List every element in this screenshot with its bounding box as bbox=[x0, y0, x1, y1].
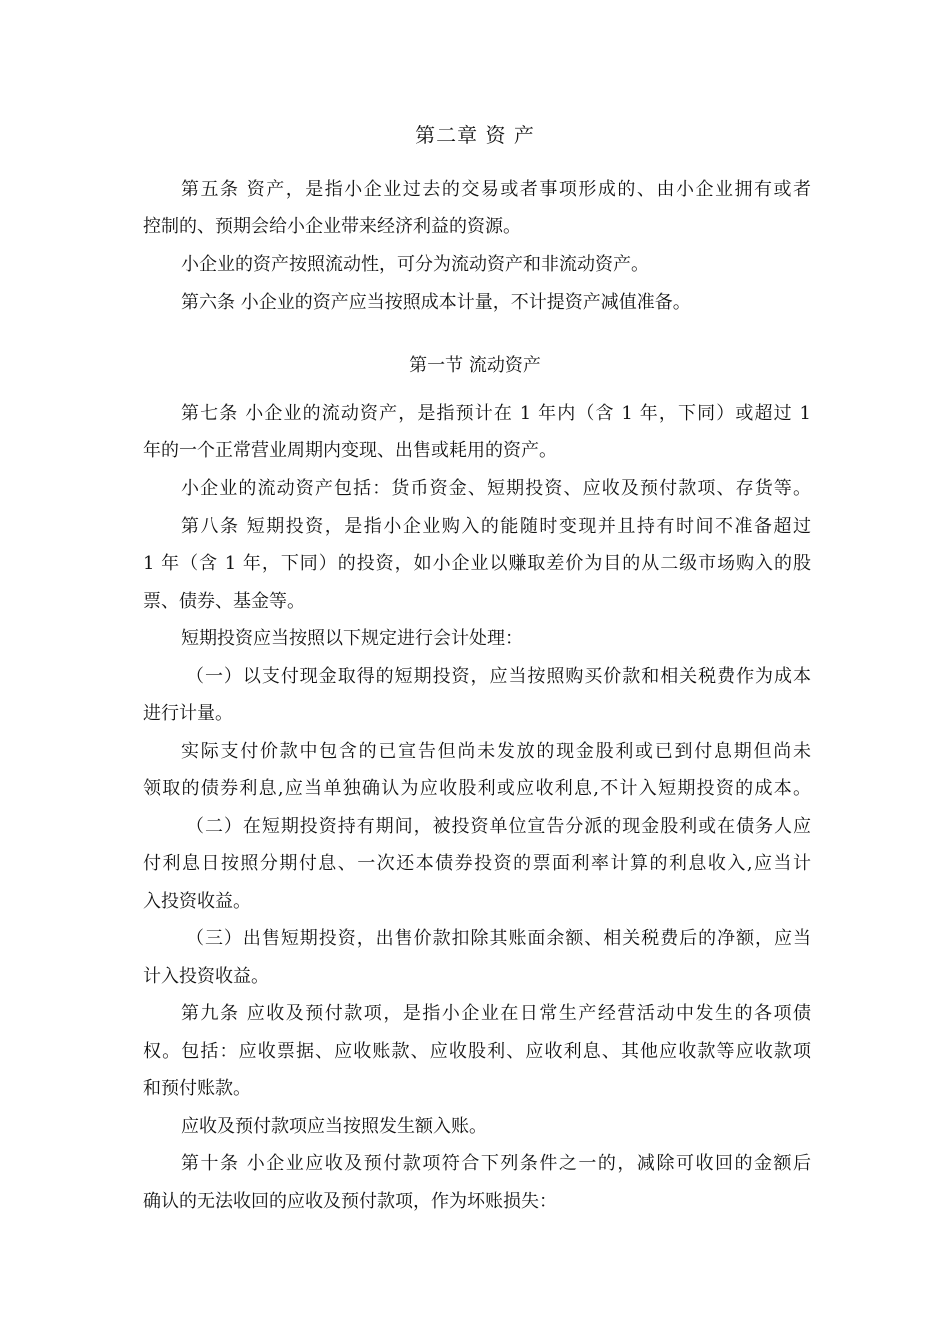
paragraph-line: 小企业的流动资产包括：货币资金、短期投资、应收及预付款项、存货等。 bbox=[181, 478, 811, 499]
paragraph-line: 第九条 应收及预付款项，是指小企业在日常生产经营活动中发生的各项债 bbox=[181, 1003, 811, 1024]
paragraph-line: 实际支付价款中包含的已宣告但尚未发放的现金股利或已到付息期但尚未 bbox=[181, 741, 811, 762]
paragraph-line: （二）在短期投资持有期间，被投资单位宣告分派的现金股利或在债务人应 bbox=[186, 816, 811, 837]
paragraph-line: 第六条 小企业的资产应当按照成本计量，不计提资产减值准备。 bbox=[181, 292, 691, 313]
paragraph-line: 年的一个正常营业周期内变现、出售或耗用的资产。 bbox=[143, 440, 557, 461]
paragraph-line: 短期投资应当按照以下规定进行会计处理： bbox=[181, 628, 523, 649]
section-title: 第一节 流动资产 bbox=[409, 355, 541, 376]
paragraph-line: 第八条 短期投资，是指小企业购入的能随时变现并且持有时间不准备超过 bbox=[181, 516, 811, 537]
paragraph-line: 第五条 资产，是指小企业过去的交易或者事项形成的、由小企业拥有或者 bbox=[181, 179, 811, 200]
paragraph-line: 计入投资收益。 bbox=[143, 966, 269, 987]
paragraph-line: （一）以支付现金取得的短期投资，应当按照购买价款和相关税费作为成本 bbox=[186, 666, 811, 687]
paragraph-line: （三）出售短期投资，出售价款扣除其账面余额、相关税费后的净额，应当 bbox=[186, 928, 811, 949]
paragraph-line: 第七条 小企业的流动资产，是指预计在 1 年内（含 1 年，下同）或超过 1 bbox=[181, 403, 811, 424]
paragraph-line: 票、债券、基金等。 bbox=[143, 591, 305, 612]
paragraph-line: 小企业的资产按照流动性，可分为流动资产和非流动资产。 bbox=[181, 254, 649, 275]
paragraph-line: 控制的、预期会给小企业带来经济利益的资源。 bbox=[143, 216, 521, 237]
paragraph-line: 第十条 小企业应收及预付款项符合下列条件之一的，减除可收回的金额后 bbox=[181, 1153, 811, 1174]
paragraph-line: 付利息日按照分期付息、一次还本债券投资的票面利率计算的利息收入,应当计 bbox=[143, 853, 811, 874]
paragraph-line: 和预付账款。 bbox=[143, 1078, 251, 1099]
paragraph-line: 领取的债券利息,应当单独确认为应收股利或应收利息,不计入短期投资的成本。 bbox=[143, 778, 811, 799]
paragraph-line: 1 年（含 1 年，下同）的投资，如小企业以赚取差价为目的从二级市场购入的股 bbox=[143, 553, 811, 574]
chapter-title: 第二章 资 产 bbox=[415, 123, 535, 147]
paragraph-line: 进行计量。 bbox=[143, 703, 233, 724]
paragraph-line: 确认的无法收回的应收及预付款项，作为坏账损失： bbox=[143, 1191, 557, 1212]
paragraph-line: 入投资收益。 bbox=[143, 891, 251, 912]
paragraph-line: 权。包括：应收票据、应收账款、应收股利、应收利息、其他应收款等应收款项 bbox=[143, 1041, 811, 1062]
paragraph-line: 应收及预付款项应当按照发生额入账。 bbox=[181, 1116, 487, 1137]
